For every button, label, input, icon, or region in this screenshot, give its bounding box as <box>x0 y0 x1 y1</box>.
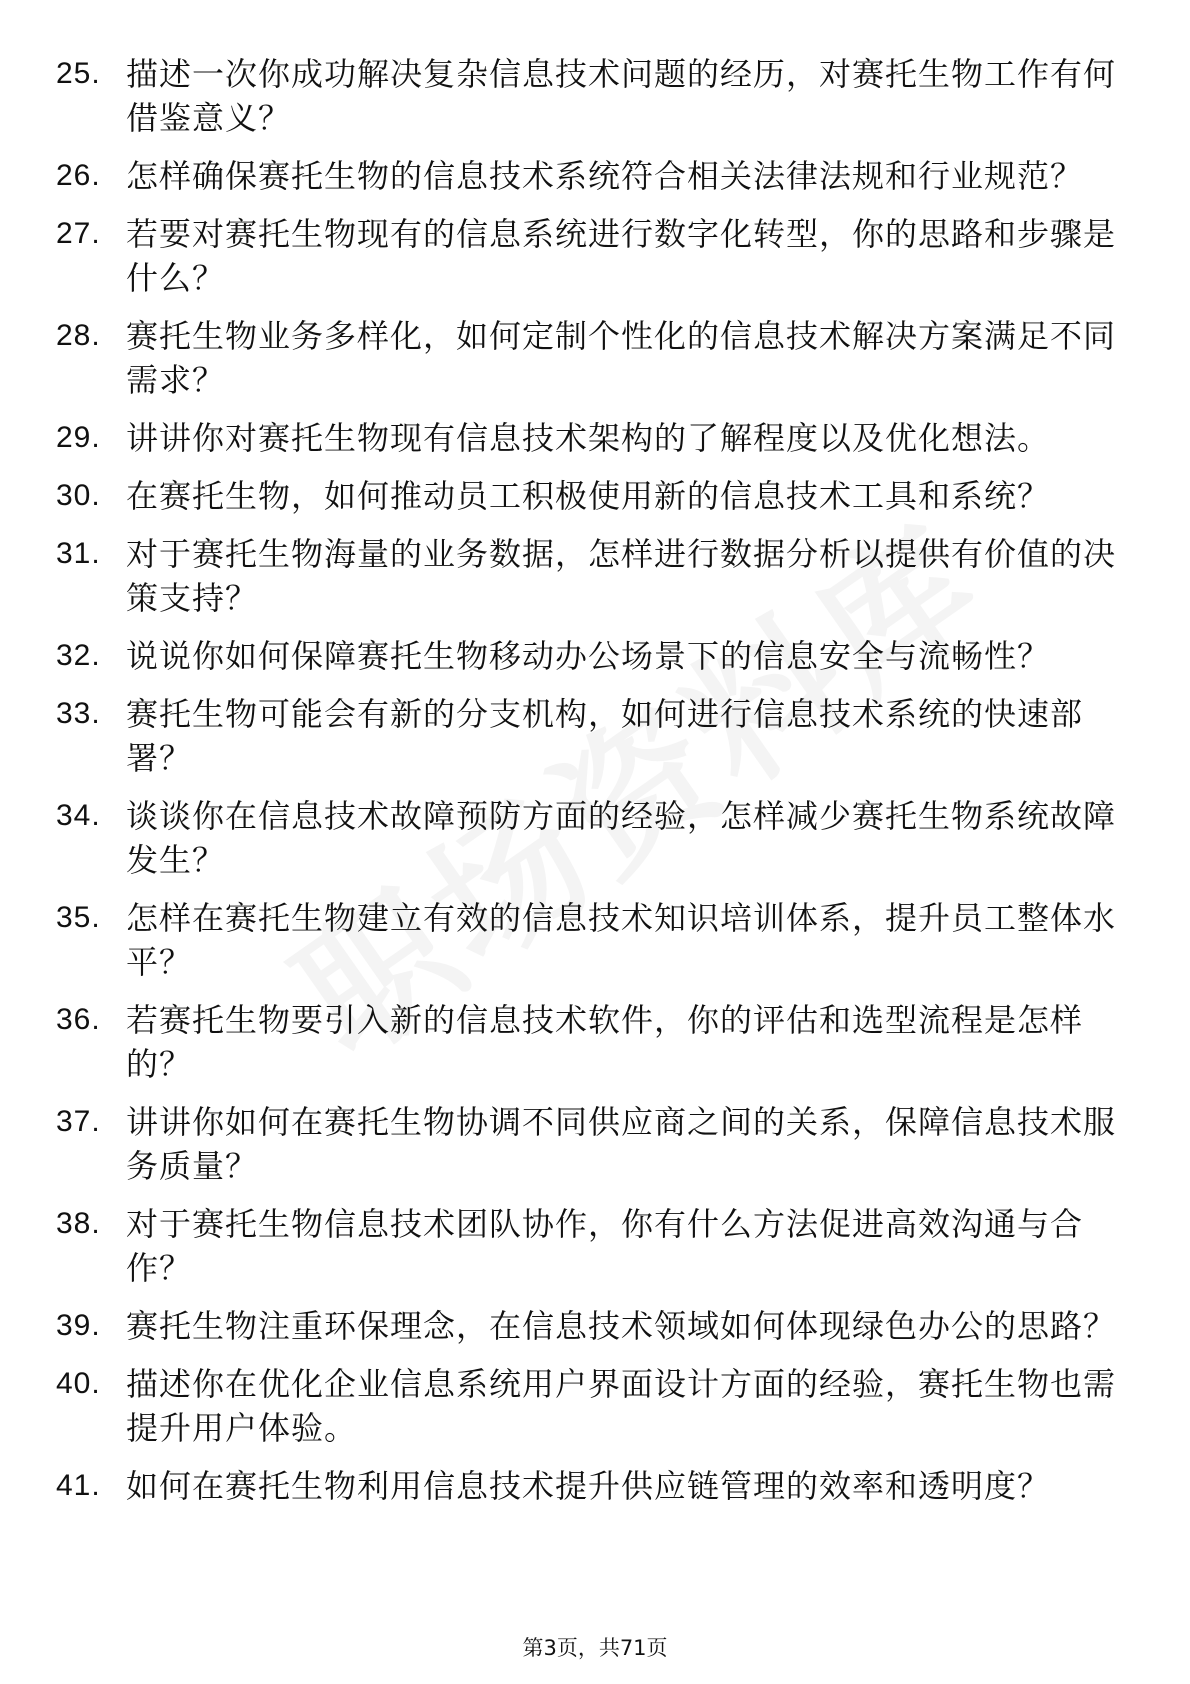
question-number: 28. <box>56 319 101 352</box>
question-text: 怎样确保赛托生物的信息技术系统符合相关法律法规和行业规范？ <box>126 157 1084 195</box>
list-item <box>56 416 1136 460</box>
question-text: 谈谈你在信息技术故障预防方面的经验，怎样减少赛托生物系统故障发生？ <box>126 797 1117 879</box>
list-item <box>56 532 1136 620</box>
question-number: 25. <box>56 57 101 90</box>
question-number: 41. <box>56 1469 101 1502</box>
list-item <box>56 692 1136 780</box>
question-number: 30. <box>56 479 101 512</box>
list-item <box>56 896 1136 984</box>
list-item <box>56 1100 1136 1188</box>
list-item <box>56 1202 1136 1290</box>
list-item <box>56 474 1136 518</box>
question-number: 35. <box>56 901 101 934</box>
question-number: 37. <box>56 1105 101 1138</box>
list-item <box>56 1304 1136 1348</box>
list-item <box>56 314 1136 402</box>
question-text: 若要对赛托生物现有的信息系统进行数字化转型，你的思路和步骤是什么？ <box>126 215 1117 297</box>
list-item <box>56 154 1136 198</box>
question-number: 31. <box>56 537 101 570</box>
question-number: 36. <box>56 1003 101 1036</box>
list-item <box>56 1464 1136 1508</box>
question-number: 32. <box>56 639 101 672</box>
question-number: 33. <box>56 697 101 730</box>
question-number: 39. <box>56 1309 101 1342</box>
question-text: 讲讲你对赛托生物现有信息技术架构的了解程度以及优化想法。 <box>126 419 1051 457</box>
question-number: 38. <box>56 1207 101 1240</box>
question-text: 赛托生物注重环保理念，在信息技术领域如何体现绿色办公的思路？ <box>126 1307 1117 1345</box>
page-footer: 第3页，共71页 <box>522 1636 668 1660</box>
question-number: 27. <box>56 217 101 250</box>
question-text: 描述你在优化企业信息系统用户界面设计方面的经验，赛托生物也需提升用户体验。 <box>126 1365 1117 1447</box>
list-item <box>56 52 1136 140</box>
question-number: 29. <box>56 421 101 454</box>
question-number: 26. <box>56 159 101 192</box>
question-text: 说说你如何保障赛托生物移动办公场景下的信息安全与流畅性？ <box>126 637 1051 675</box>
question-text: 赛托生物业务多样化，如何定制个性化的信息技术解决方案满足不同需求？ <box>126 317 1117 399</box>
list-item <box>56 212 1136 300</box>
question-text: 如何在赛托生物利用信息技术提升供应链管理的效率和透明度？ <box>126 1467 1051 1505</box>
question-text: 描述一次你成功解决复杂信息技术问题的经历，对赛托生物工作有何借鉴意义？ <box>126 55 1117 137</box>
question-text: 怎样在赛托生物建立有效的信息技术知识培训体系，提升员工整体水平？ <box>126 899 1117 981</box>
list-item <box>56 794 1136 882</box>
question-number: 34. <box>56 799 101 832</box>
question-text: 赛托生物可能会有新的分支机构，如何进行信息技术系统的快速部署？ <box>126 695 1084 777</box>
list-item <box>56 1362 1136 1450</box>
question-text: 讲讲你如何在赛托生物协调不同供应商之间的关系，保障信息技术服务质量？ <box>126 1103 1117 1185</box>
question-text: 对于赛托生物信息技术团队协作，你有什么方法促进高效沟通与合作？ <box>126 1205 1084 1287</box>
question-text: 对于赛托生物海量的业务数据，怎样进行数据分析以提供有价值的决策支持？ <box>126 535 1117 617</box>
question-text: 在赛托生物，如何推动员工积极使用新的信息技术工具和系统？ <box>126 477 1051 515</box>
list-item <box>56 998 1136 1086</box>
question-number: 40. <box>56 1367 101 1400</box>
list-item <box>56 634 1136 678</box>
question-text: 若赛托生物要引入新的信息技术软件，你的评估和选型流程是怎样的？ <box>126 1001 1084 1083</box>
question-list <box>56 52 1136 1522</box>
